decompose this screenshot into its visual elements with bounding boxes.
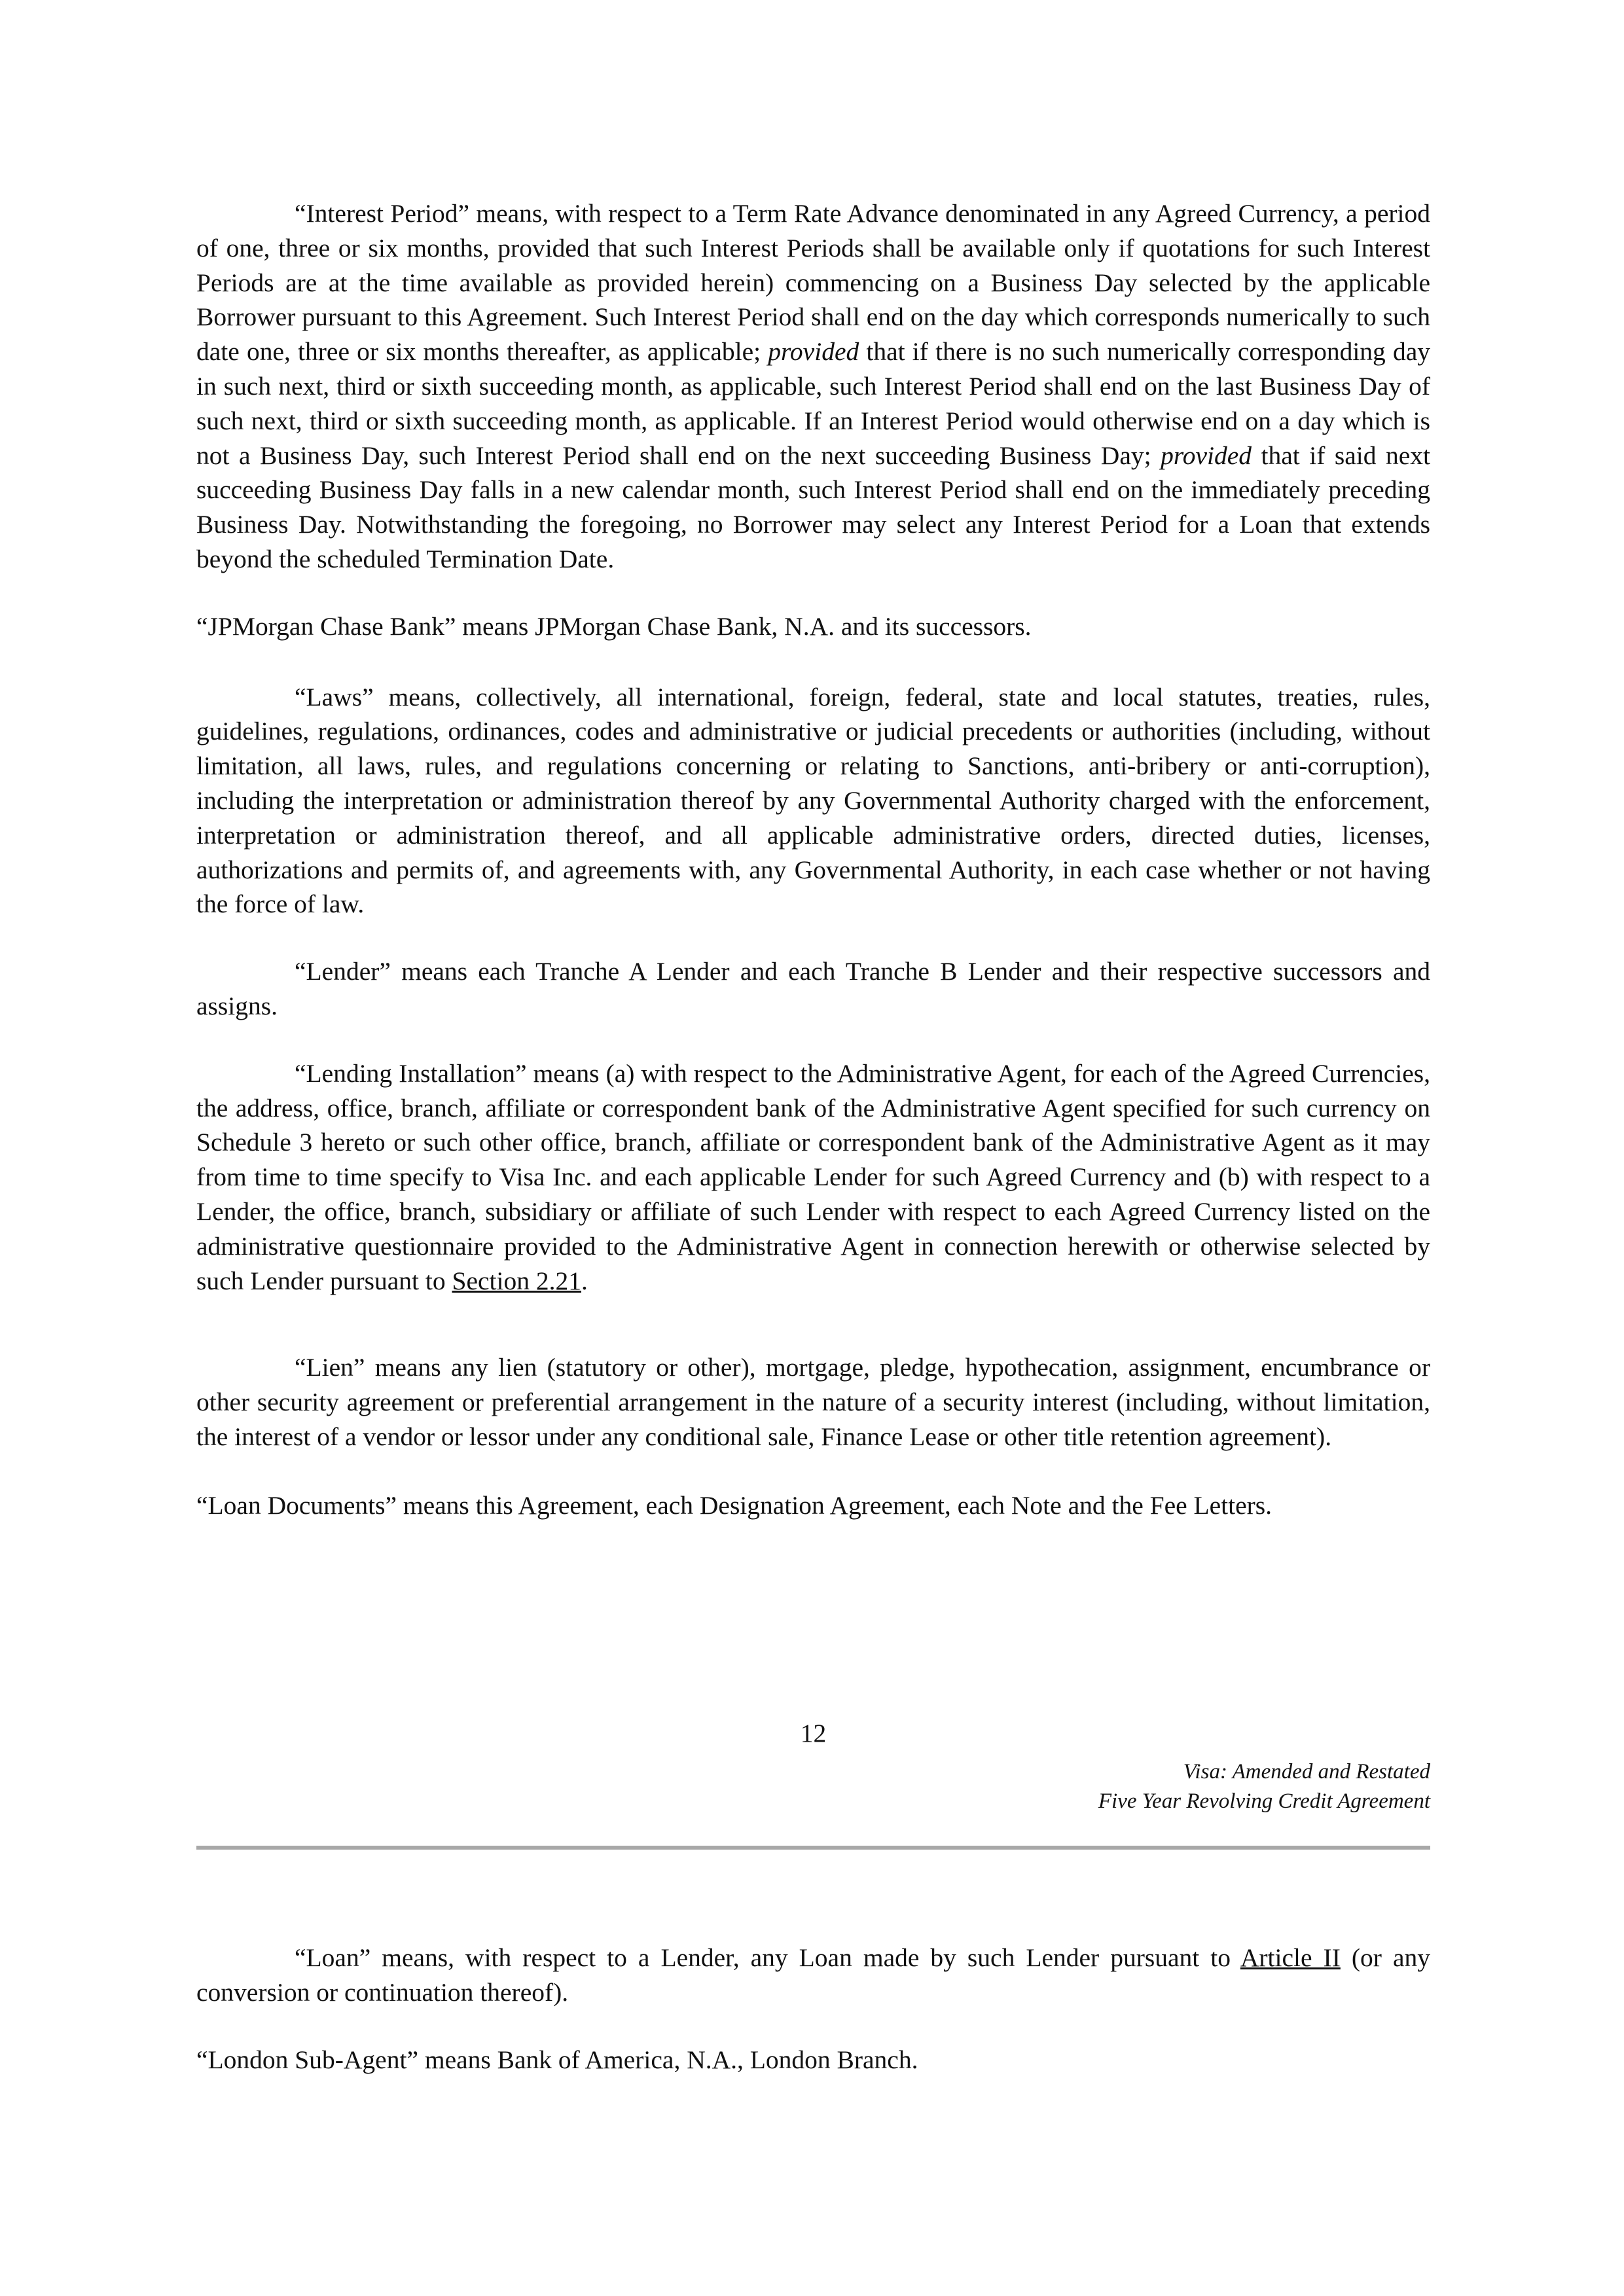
footer-line-1: Visa: Amended and Restated xyxy=(1183,1760,1430,1784)
definition-lender: “Lender” means each Tranche A Lender and each Tranche B Lender and their respective successors and assigns. xyxy=(196,957,1430,1020)
definition-loan: “Loan” means, with respect to a Lender, any Loan made by such Lender pursuant to Article II (or any conversion or continuation thereof). xyxy=(196,1943,1430,2007)
definition-interest-period: “Interest Period” means, with respect to a Term Rate Advance denominated in any Agreed Currency, a period of one, three or six months, provided that such Interest Periods shall be available only if quotations for such Interest Periods are at the time available as provided herein) commencing on a Business Day selected by the applicable Borrower pursuant to this Agreement. Such Interest Period shall end on the day which corresponds numerically to such date one, three or six months thereafter, as applicable; provided that if there is no such numerically corresponding day in such next, third or sixth succeeding month, as applicable, such Interest Period shall end on the last Business Day of such next, third or sixth succeeding month, as applicable. If an Interest Period would otherwise end on a day which is not a Business Day, such Interest Period shall end on the next succeeding Business Day; provided that if said next succeeding Business Day falls in a new calendar month, such Interest Period shall end on the immediately preceding Business Day. Notwithstanding the foregoing, no Borrower may select any Interest Period for a Loan that extends beyond the scheduled Termination Date. xyxy=(196,199,1430,573)
page-number: 12 xyxy=(800,1719,827,1748)
definition-lien: “Lien” means any lien (statutory or other), mortgage, pledge, hypothecation, assignment, encumbrance or other security agreement or preferential arrangement in the nature of a security interest (including, without limitation, the interest of a vendor or lessor under any conditional sale, Finance Lease or other title retention agreement). xyxy=(196,1353,1430,1451)
definition-loan-documents: “Loan Documents” means this Agreement, each Designation Agreement, each Note and the Fee Letters. xyxy=(196,1490,1272,1520)
footer-title xyxy=(1098,1757,1430,1816)
definition-laws: “Laws” means, collectively, all international, foreign, federal, state and local statutes, treaties, rules, guidelines, regulations, ordinances, codes and administrative or judicial precedents or authorities (including, without limitation, all laws, rules, and regulations concerning or relating to Sanctions, anti-bribery or anti-corruption), including the interpretation or administration thereof by any Governmental Authority charged with the enforcement, interpretation or administration thereof, and all applicable administrative orders, directed duties, licenses, authorizations and permits of, and agreements with, any Governmental Authority, in each case whether or not having the force of law. xyxy=(196,682,1430,919)
definition-lending-installation: “Lending Installation” means (a) with respect to the Administrative Agent, for each of the Agreed Currencies, the address, office, branch, affiliate or correspondent bank of the Administrative Agent specified for such currency on Schedule 3 hereto or such other office, branch, affiliate or correspondent bank of the Administrative Agent as it may from time to time specify to Visa Inc. and each applicable Lender for such Agreed Currency and (b) with respect to a Lender, the office, branch, subsidiary or affiliate of such Lender with respect to each Agreed Currency listed on the administrative questionnaire provided to the Administrative Agent in connection herewith or otherwise selected by such Lender pursuant to Section 2.21. xyxy=(196,1058,1430,1295)
footer-line-2: Five Year Revolving Credit Agreement xyxy=(1098,1789,1430,1813)
section-2-21-link[interactable]: Section 2.21 xyxy=(452,1266,581,1295)
definition-london-sub-agent: “London Sub-Agent” means Bank of America, N.A., London Branch. xyxy=(196,2045,918,2074)
document-page xyxy=(196,196,1430,2074)
italic-provided: provided xyxy=(1161,440,1252,470)
page-divider xyxy=(196,1846,1430,1850)
definition-jpmorgan-chase-bank: “JPMorgan Chase Bank” means JPMorgan Chase Bank, N.A. and its successors. xyxy=(196,611,1032,641)
article-ii-link[interactable]: Article II xyxy=(1240,1943,1341,1972)
italic-provided: provided xyxy=(768,337,859,367)
next-page-content xyxy=(196,1941,1430,2077)
